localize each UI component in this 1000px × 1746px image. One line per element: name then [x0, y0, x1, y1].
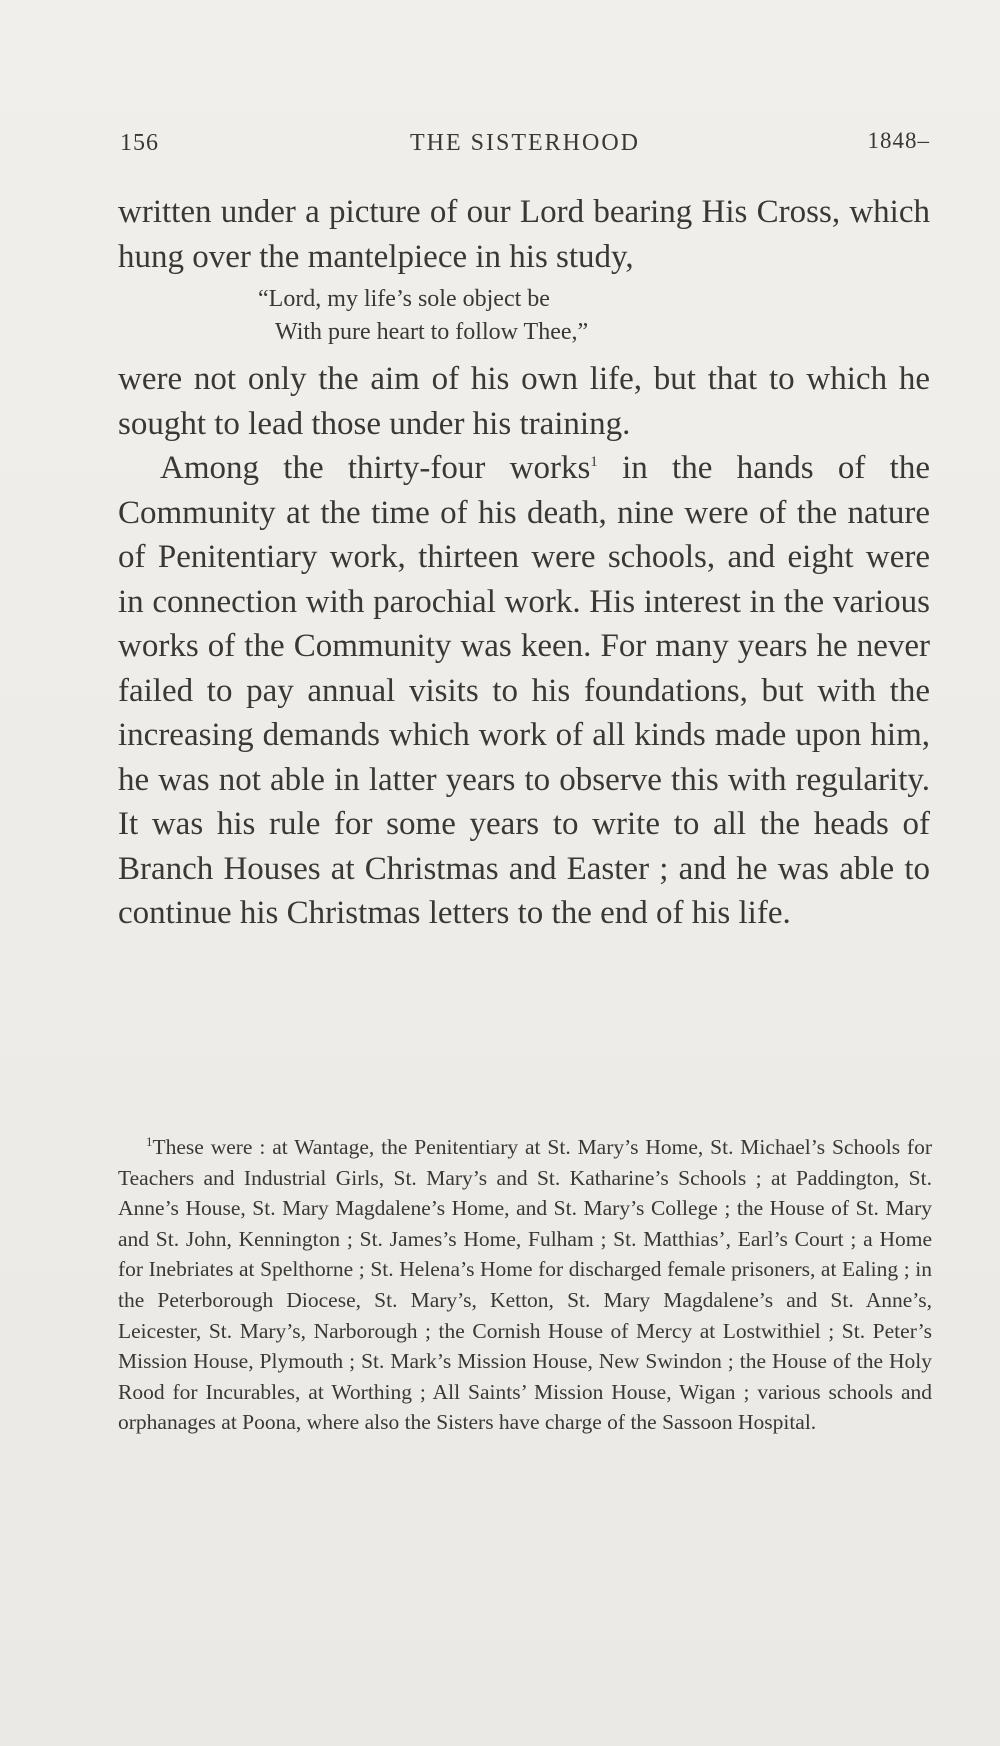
footnote	[118, 1132, 932, 1438]
footnote-text: These were : at Wantage, the Penitentiary at St. Mary’s Home, St. Michael’s Schools for Teachers and Industrial Girls, St. Mary’s and St. Katharine’s Schools ; at Paddington, St. Anne’s House, St. Mary Magdalene’s Home, and St. Mary’s College ; the House of St. Mary and St. John, Kennington ; St. James’s Home, Fulham ; St. Matthias’, Earl’s Court ; a Home for Inebriates at Spelthorne ; St. Helena’s Home for discharged female prisoners, at Ealing ; in the Peterborough Diocese, St. Mary’s, Ketton, St. Mary Magdalene’s and St. Anne’s, Leicester, St. Mary’s, Narborough ; the Cornish House of Mercy at Lostwithiel ; St. Peter’s Mission House, Plymouth ; St. Mark’s Mission House, New Swindon ; the House of the Holy Rood for Incurables, at Worthing ; All Saints’ Mission House, Wigan ; various schools and orphanages at Poona, where also the Sisters have charge of the Sassoon Hospital.	[118, 1135, 932, 1435]
verse-line-2: With pure heart to follow Thee,”	[275, 319, 589, 345]
paragraph-2	[118, 446, 930, 936]
footnote-mark: 1	[146, 1133, 153, 1149]
page-header	[120, 130, 930, 170]
footnote-reference: 1	[590, 454, 598, 470]
paragraph-1-lead: written under a picture of our Lord bearing His Cross, which hung over the mantelpiece in his study,	[118, 194, 930, 275]
date-range: 1848–	[867, 128, 930, 153]
running-title: THE SISTERHOOD	[410, 130, 640, 156]
paragraph-2-start: Among the thirty-four works	[160, 450, 591, 486]
page-number: 156	[120, 130, 159, 156]
paragraph-1-continuation: were not only the aim of his own life, but that to which he sought to lead those under his training.	[118, 361, 930, 442]
verse-quotation	[258, 283, 930, 349]
body-text	[118, 190, 930, 936]
paragraph-2-rest: in the hands of the Community at the time of his death, nine were of the nature of Penitentiary work, thirteen were schools, and eight were in connection with parochial work. His interest in the various works of the Community was keen. For many years he never failed to pay annual visits to his foundations, but with the increasing demands which work of all kinds made upon him, he was not able in latter years to observe this with regularity. It was his rule for some years to write to all the heads of Branch Houses at Christmas and Easter ; and he was able to continue his Christmas letters to the end of his life.	[118, 450, 930, 931]
verse-line-1: “Lord, my life’s sole object be	[258, 286, 550, 312]
